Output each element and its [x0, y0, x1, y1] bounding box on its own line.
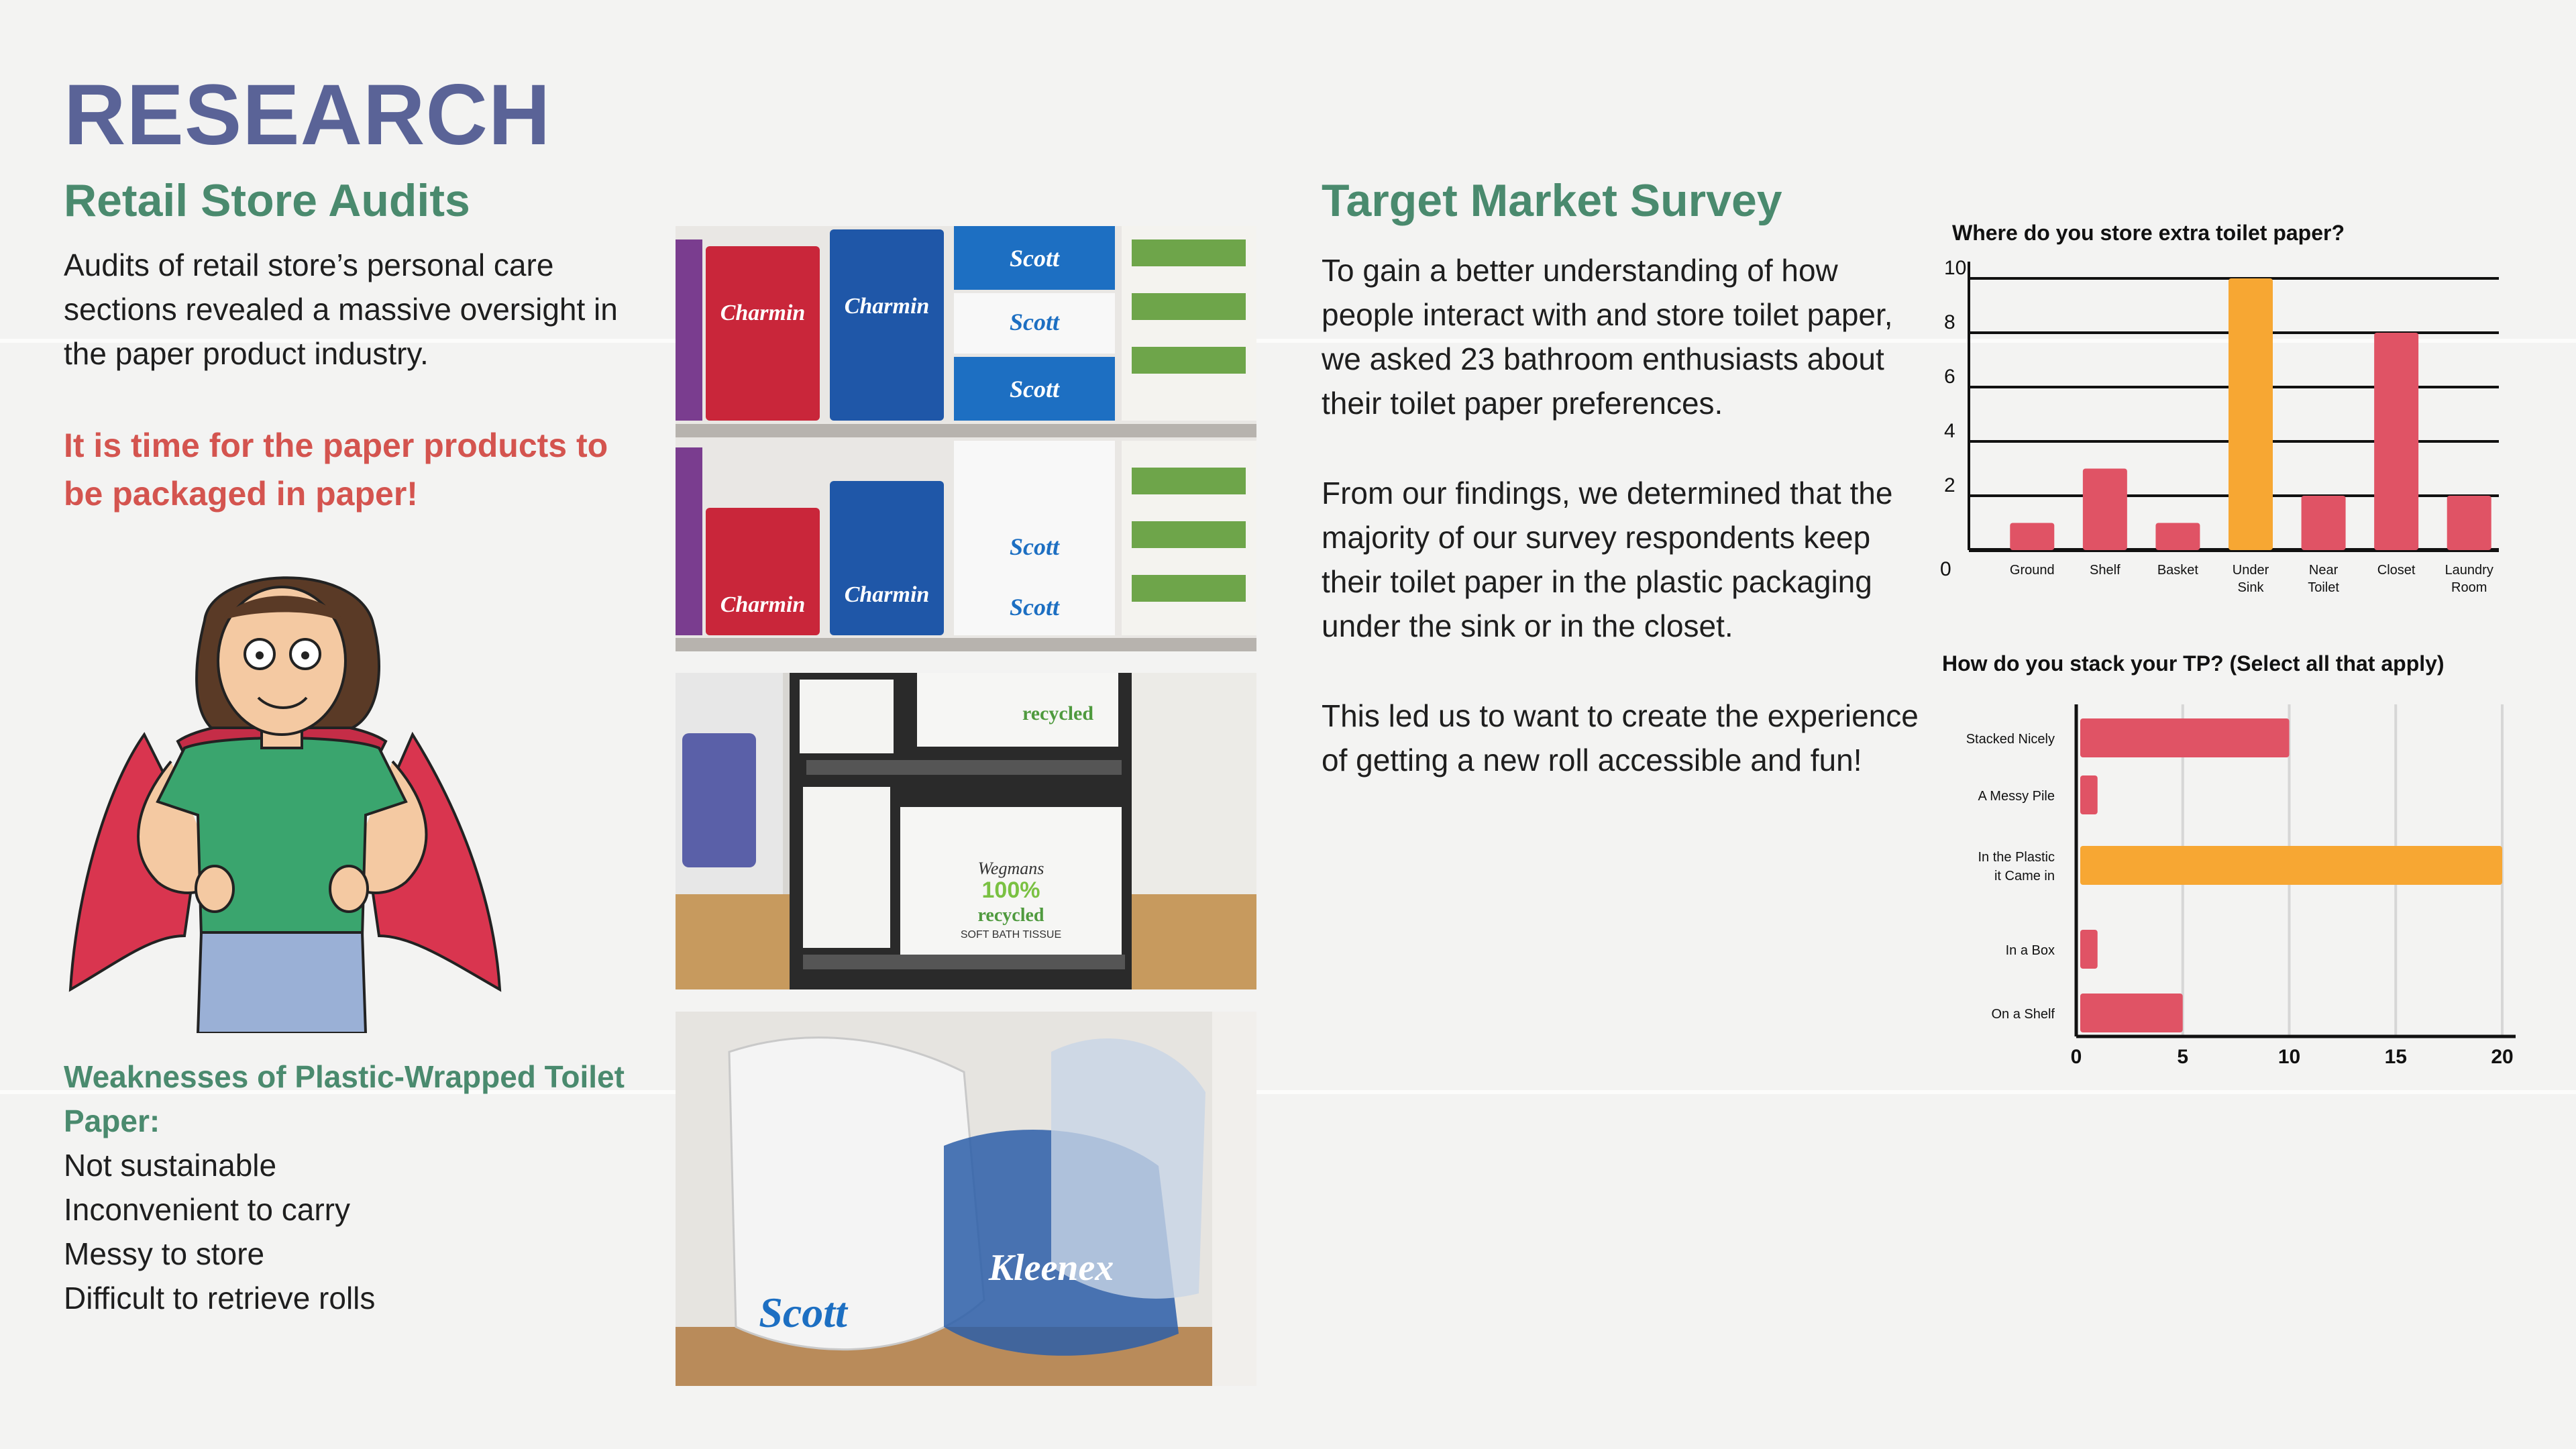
survey-heading: Target Market Survey [1322, 175, 1782, 226]
bar [2080, 994, 2183, 1032]
photo-label: Scott [759, 1289, 847, 1336]
list-item: Not sustainable [64, 1148, 277, 1183]
bar [2010, 523, 2054, 551]
x-tick-label: 15 [2384, 1046, 2407, 1068]
survey-paragraph-3: This led us to want to create the experience of getting a new roll accessible and fun! [1322, 698, 1919, 777]
bar [2083, 469, 2127, 551]
bar [2080, 718, 2290, 757]
photo-label: Charmin [720, 301, 806, 325]
x-tick-label: Ground [2009, 563, 2055, 578]
y-tick-label: A Messy Pile [1978, 789, 2055, 804]
photo-label: Scott [1009, 594, 1060, 621]
storage-location-chart [1932, 215, 2509, 604]
photo-label: Charmin [844, 582, 930, 607]
survey-paragraph-2: From our findings, we determined that the majority of our survey respondents keep their toilet paper in the plastic packaging under the sink or in the closet. [1322, 476, 1893, 643]
photo-label: Kleenex [988, 1247, 1114, 1289]
photo-label: Scott [1009, 376, 1060, 402]
audits-heading: Retail Store Audits [64, 175, 470, 226]
y-tick-label: 10 [1944, 257, 1967, 279]
y-tick-label: 0 [1940, 558, 1951, 580]
photo-label: recycled [1022, 702, 1094, 724]
weaknesses-title: Weaknesses of Plastic-Wrapped Toilet Paper: [64, 1059, 625, 1138]
bar [2229, 278, 2273, 550]
y-tick-label: 2 [1944, 474, 1955, 496]
stacking-method-chart [1932, 647, 2522, 1067]
x-tick-label: Sink [2237, 580, 2264, 595]
closet-storage-photo [676, 1012, 1256, 1386]
photo-label: SOFT BATH TISSUE [960, 929, 1062, 941]
list-item: Difficult to retrieve rolls [64, 1281, 376, 1316]
bar [2374, 333, 2418, 550]
store-shelf-photo [676, 226, 1256, 651]
y-tick-label: On a Shelf [1991, 1007, 2055, 1022]
photo-label: recycled [977, 905, 1044, 926]
y-tick-label: Stacked Nicely [1966, 732, 2055, 747]
x-tick-label: Basket [2157, 563, 2199, 578]
page-title: RESEARCH [64, 67, 551, 163]
audits-callout: It is time for the paper products to be packaged in paper! [64, 427, 608, 513]
weaknesses-list [64, 1143, 375, 1320]
x-tick-label: Near [2308, 563, 2339, 578]
photo-label: Charmin [720, 592, 806, 617]
y-tick-label: 4 [1944, 420, 1955, 442]
x-tick-label: Room [2451, 580, 2487, 595]
bar [2080, 930, 2098, 969]
y-tick-label: In the Plastic [1978, 850, 2055, 865]
chart-title: Where do you store extra toilet paper? [1952, 221, 2345, 245]
list-item: Inconvenient to carry [64, 1192, 351, 1227]
y-tick-label: it Came in [1994, 869, 2055, 883]
photo-label: 100% [981, 877, 1040, 903]
photo-label: Scott [1009, 245, 1060, 272]
y-tick-label: In a Box [2005, 943, 2055, 958]
bar [2080, 775, 2098, 814]
y-tick-label: 8 [1944, 311, 1955, 333]
bar [2447, 496, 2491, 550]
list-item: Messy to store [64, 1236, 265, 1271]
x-tick-label: Laundry [2445, 563, 2493, 578]
y-tick-label: 6 [1944, 366, 1955, 388]
x-tick-label: Closet [2377, 563, 2416, 578]
x-tick-label: Under [2232, 563, 2269, 578]
photo-label: Charmin [844, 294, 930, 319]
bar [2302, 496, 2346, 550]
survey-paragraph-1: To gain a better understanding of how people interact with and store toilet paper, we asked 23 bathroom enthusiasts about their toilet paper preferences. [1322, 253, 1893, 421]
x-tick-label: 10 [2277, 1046, 2301, 1068]
photo-label: Scott [1009, 533, 1060, 560]
bar [2080, 846, 2502, 885]
photo-label: Wegmans [977, 859, 1044, 878]
superhero-illustration [64, 560, 506, 1033]
x-tick-label: 0 [2070, 1046, 2082, 1068]
chart-title: How do you stack your TP? (Select all that apply) [1942, 651, 2445, 676]
recycled-rack-photo [676, 673, 1256, 989]
x-tick-label: Shelf [2090, 563, 2121, 578]
x-tick-label: 20 [2491, 1046, 2514, 1068]
photo-label: Scott [1009, 309, 1060, 335]
x-tick-label: 5 [2177, 1046, 2189, 1068]
audits-paragraph: Audits of retail store’s personal care sections revealed a massive oversight in the paper product industry. [64, 248, 618, 371]
x-tick-label: Toilet [2308, 580, 2339, 595]
bar [2155, 523, 2200, 551]
